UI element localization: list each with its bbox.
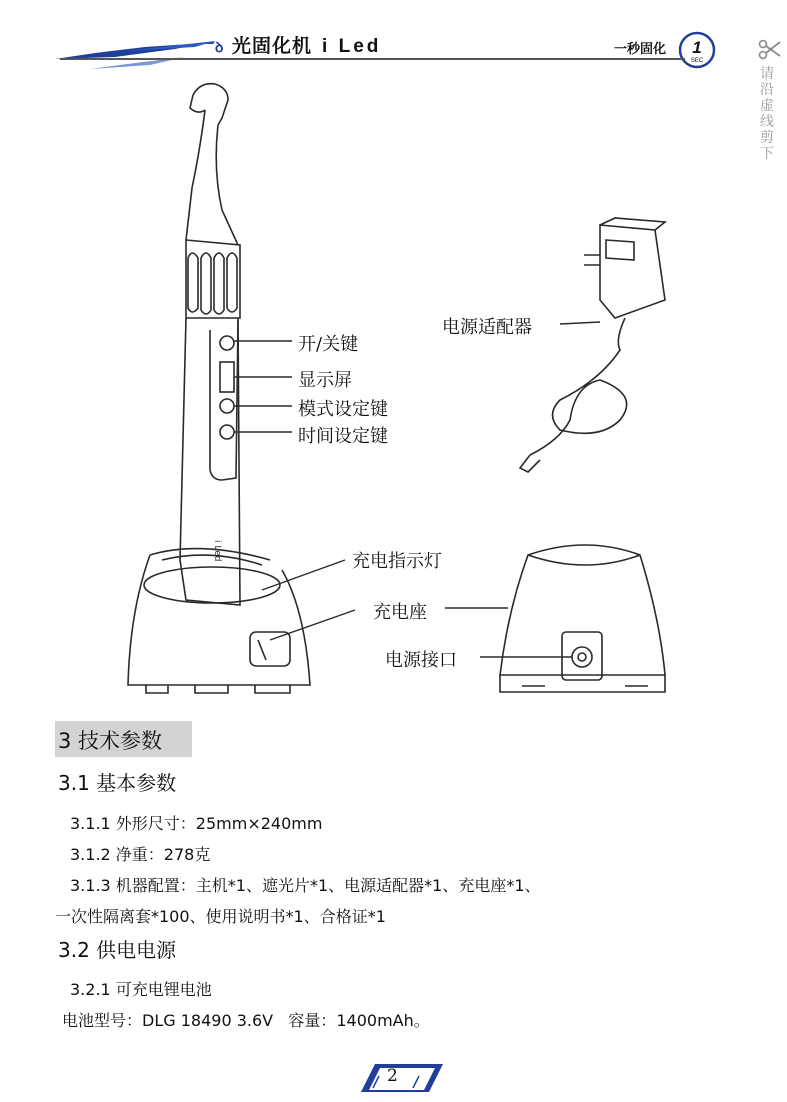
header-swoosh bbox=[55, 35, 240, 75]
power-adapter bbox=[520, 218, 665, 472]
spec-net-weight: 3.1.2 净重：278克 bbox=[70, 845, 211, 864]
subsection-heading-3-2: 3.2 供电电源 bbox=[58, 938, 177, 962]
charging-base-left bbox=[128, 549, 310, 693]
label-adapter: 电源适配器 bbox=[442, 317, 532, 338]
handpiece-body bbox=[180, 318, 240, 605]
label-time-key: 时间设定键 bbox=[298, 426, 388, 447]
label-power-key: 开/关键 bbox=[298, 334, 359, 355]
handpiece-tip bbox=[186, 84, 238, 245]
label-power-port: 电源接口 bbox=[385, 650, 457, 671]
badge-number: 1 bbox=[692, 38, 702, 57]
spec-battery-type: 3.2.1 可充电锂电池 bbox=[70, 980, 212, 999]
header-rule bbox=[60, 58, 685, 60]
title-icon: ꝺ bbox=[215, 40, 225, 56]
section-title: 3 技术参数 bbox=[58, 729, 163, 753]
handpiece-grip bbox=[186, 240, 240, 318]
device-brand-mark: i Led bbox=[212, 540, 222, 562]
label-charge-light: 充电指示灯 bbox=[352, 551, 442, 572]
one-second-badge-icon bbox=[677, 30, 717, 70]
charging-base-right bbox=[500, 545, 665, 692]
header-tagline: 一秒固化 bbox=[614, 42, 667, 57]
scissors-icon bbox=[758, 38, 782, 64]
subsection-heading-3-1: 3.1 基本参数 bbox=[58, 771, 177, 795]
badge-unit: SEC bbox=[690, 58, 704, 64]
header-title-cn: 光固化机 bbox=[232, 35, 313, 57]
label-mode-key: 模式设定键 bbox=[298, 399, 388, 420]
label-display: 显示屏 bbox=[298, 370, 352, 391]
header-title bbox=[215, 31, 381, 58]
cut-along-line-label: 请沿虚线剪下 bbox=[760, 66, 774, 162]
spec-configuration-continued: 一次性隔离套*100、使用说明书*1、合格证*1 bbox=[55, 907, 386, 926]
spec-configuration: 3.1.3 机器配置：主机*1、遮光片*1、电源适配器*1、充电座*1、 bbox=[70, 876, 541, 895]
label-charger-base: 充电座 bbox=[373, 602, 427, 623]
page-number: 2 bbox=[387, 1066, 398, 1086]
spec-battery-model: 电池型号：DLG 18490 3.6V 容量：1400mAh。 bbox=[62, 1011, 430, 1030]
spec-dimensions: 3.1.1 外形尺寸：25mm×240mm bbox=[70, 814, 323, 833]
header-product: i Led bbox=[322, 36, 382, 57]
